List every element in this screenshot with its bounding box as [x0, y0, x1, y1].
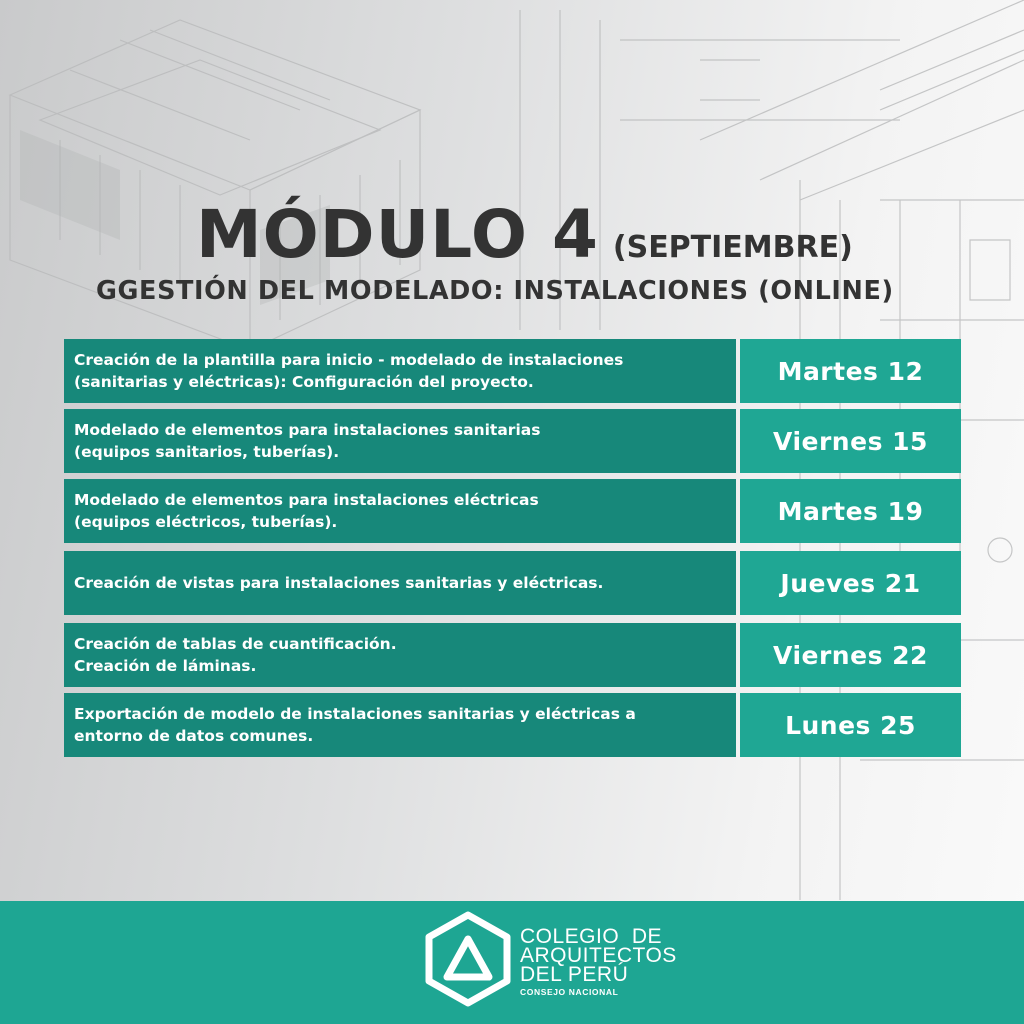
schedule-row [64, 551, 961, 615]
logo-subtitle: CONSEJO NACIONAL [520, 987, 619, 997]
schedule-row [64, 339, 961, 403]
session-description-cell [64, 409, 736, 473]
session-date: Jueves 21 [740, 551, 961, 615]
logo-line-3: DEL PERÚ [520, 963, 629, 986]
session-description-cell [64, 623, 736, 687]
organization-logo-text [520, 927, 677, 997]
session-description: Exportación de modelo de instalaciones sanitarias y eléctricas a entorno de datos comunes. [74, 705, 636, 745]
session-date: Lunes 25 [740, 693, 961, 757]
logo-line-2: ARQUITECTOS [520, 944, 677, 967]
schedule-row [64, 623, 961, 687]
footer-bar [0, 901, 1024, 1024]
title-line [196, 196, 853, 273]
session-date: Martes 12 [740, 339, 961, 403]
module-month: (SEPTIEMBRE) [612, 230, 853, 265]
schedule-row [64, 693, 961, 757]
triangle-in-hexagon-icon [425, 911, 511, 1007]
schedule-row [64, 409, 961, 473]
session-description-cell [64, 339, 736, 403]
session-description: Modelado de elementos para instalaciones sanitarias (equipos sanitarios, tuberías). [74, 421, 541, 461]
session-date: Viernes 15 [740, 409, 961, 473]
module-title: MÓDULO 4 [196, 196, 599, 273]
session-description-cell [64, 551, 736, 615]
session-description: Creación de tablas de cuantificación. Creación de láminas. [74, 635, 397, 675]
session-description-cell [64, 693, 736, 757]
session-description: Modelado de elementos para instalaciones eléctricas (equipos eléctricos, tuberías). [74, 491, 539, 531]
schedule-row [64, 479, 961, 543]
session-description: Creación de vistas para instalaciones sanitarias y eléctricas. [74, 574, 604, 592]
session-description-cell [64, 479, 736, 543]
module-subtitle: GGESTIÓN DEL MODELADO: INSTALACIONES (ONLINE) [96, 276, 894, 306]
session-description: Creación de la plantilla para inicio - modelado de instalaciones (sanitarias y eléctricas): Configuración del proyecto. [74, 351, 624, 391]
logo-line-1: COLEGIO DE [520, 925, 663, 948]
session-date: Viernes 22 [740, 623, 961, 687]
session-date: Martes 19 [740, 479, 961, 543]
